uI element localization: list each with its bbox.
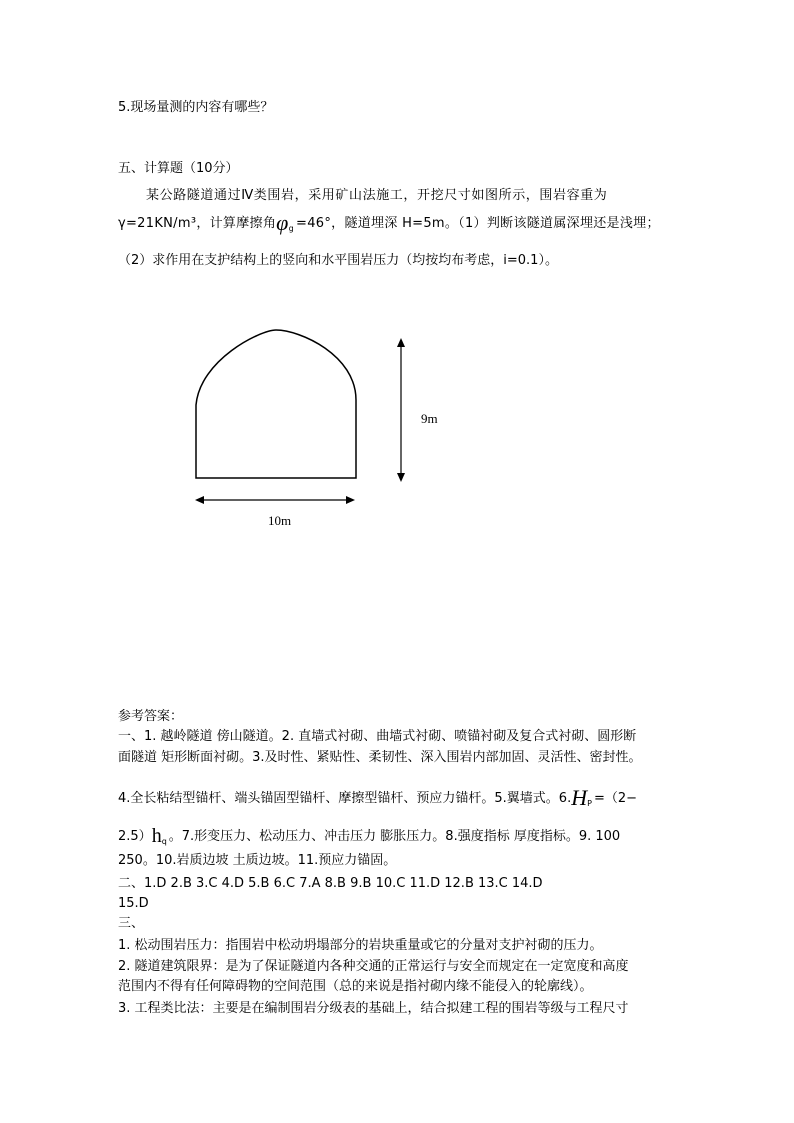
answer-line-10: 2. 隧道建筑限界：是为了保证隧道内各种交通的正常运行与安全而规定在一定宽度和高度 [118,959,629,974]
height-arrow-top [397,338,405,347]
answer-line-9: 1. 松动围岩压力：指围岩中松动坍塌部分的岩块重量或它的分量对支护衬砌的压力。 [118,938,603,953]
hq-symbol: h [151,825,162,847]
phi-symbol: φ [276,210,289,235]
width-label: 10m [268,513,292,528]
tunnel-outline [196,330,356,478]
problem-text-line2 [118,212,660,233]
hp-symbol: H [571,785,588,810]
answer-line-4-end: 。7.形变压力、松动压力、冲击压力 膨胀压力。8.强度指标 厚度指标。9. 100 [168,829,621,844]
answer-line-6: 二、1.D 2.B 3.C 4.D 5.B 6.C 7.A 8.B 9.B 10.C 11.D 12.B 13.C 14.D [118,876,543,891]
answer-line-3 [118,787,637,808]
answer-line-11: 范围内不得有任何障碍物的空间范围（总的来说是指衬砌内缘不能侵入的轮廓线）。 [118,979,593,994]
problem-text-line1: 某公路隧道通过Ⅳ类围岩，采用矿山法施工，开挖尺寸如图所示，围岩容重为 [146,188,608,203]
answers-title: 参考答案： [118,709,184,724]
answer-line-4 [118,826,620,846]
answer-line-5: 250。10.岩质边坡 土质边坡。11.预应力锚固。 [118,853,397,868]
height-arrow-bottom [397,473,405,482]
answer-line-4-start: 2.5） [118,829,152,844]
width-arrow-right [346,496,355,504]
answer-line-1: 一、1. 越岭隧道 傍山隧道。2. 直墙式衬砌、曲墙式衬砌、喷锚衬砌及复合式衬砌、圆形断 [118,729,637,744]
height-label: 9m [421,411,438,426]
answer-line-12: 3. 工程类比法：主要是在编制围岩分级表的基础上，结合拟建工程的围岩等级与工程尺寸 [118,1001,629,1016]
width-arrow-left [195,496,204,504]
problem-text-line3: （2）求作用在支护结构上的竖向和水平围岩压力（均按均布考虑，i=0.1）。 [118,253,558,268]
question-5: 5.现场量测的内容有哪些？ [118,100,274,115]
answer-line-8: 三、 [118,916,145,931]
hq-subscript: q [161,837,167,846]
answer-line-3-end: =（2− [593,791,637,806]
phi-subscript: g [288,224,295,233]
problem-text-line2-start: γ=21KN/m³，计算摩擦角 [118,216,277,231]
answer-line-2: 面隧道 矩形断面衬砌。3.及时性、紧贴性、柔韧性、深入围岩内部加固、灵活性、密封性。 [118,750,642,765]
answer-line-7: 15.D [118,896,149,911]
section-heading: 五、计算题（10分） [118,161,239,176]
answer-line-3-start: 4.全长粘结型锚杆、端头锚固型锚杆、摩擦型锚杆、预应力锚杆。5.翼墙式。6. [118,791,572,806]
problem-text-line2-end: =46°，隧道埋深 H=5m。（1）判断该隧道属深埋还是浅埋； [296,216,660,231]
hp-subscript: P [587,799,592,808]
